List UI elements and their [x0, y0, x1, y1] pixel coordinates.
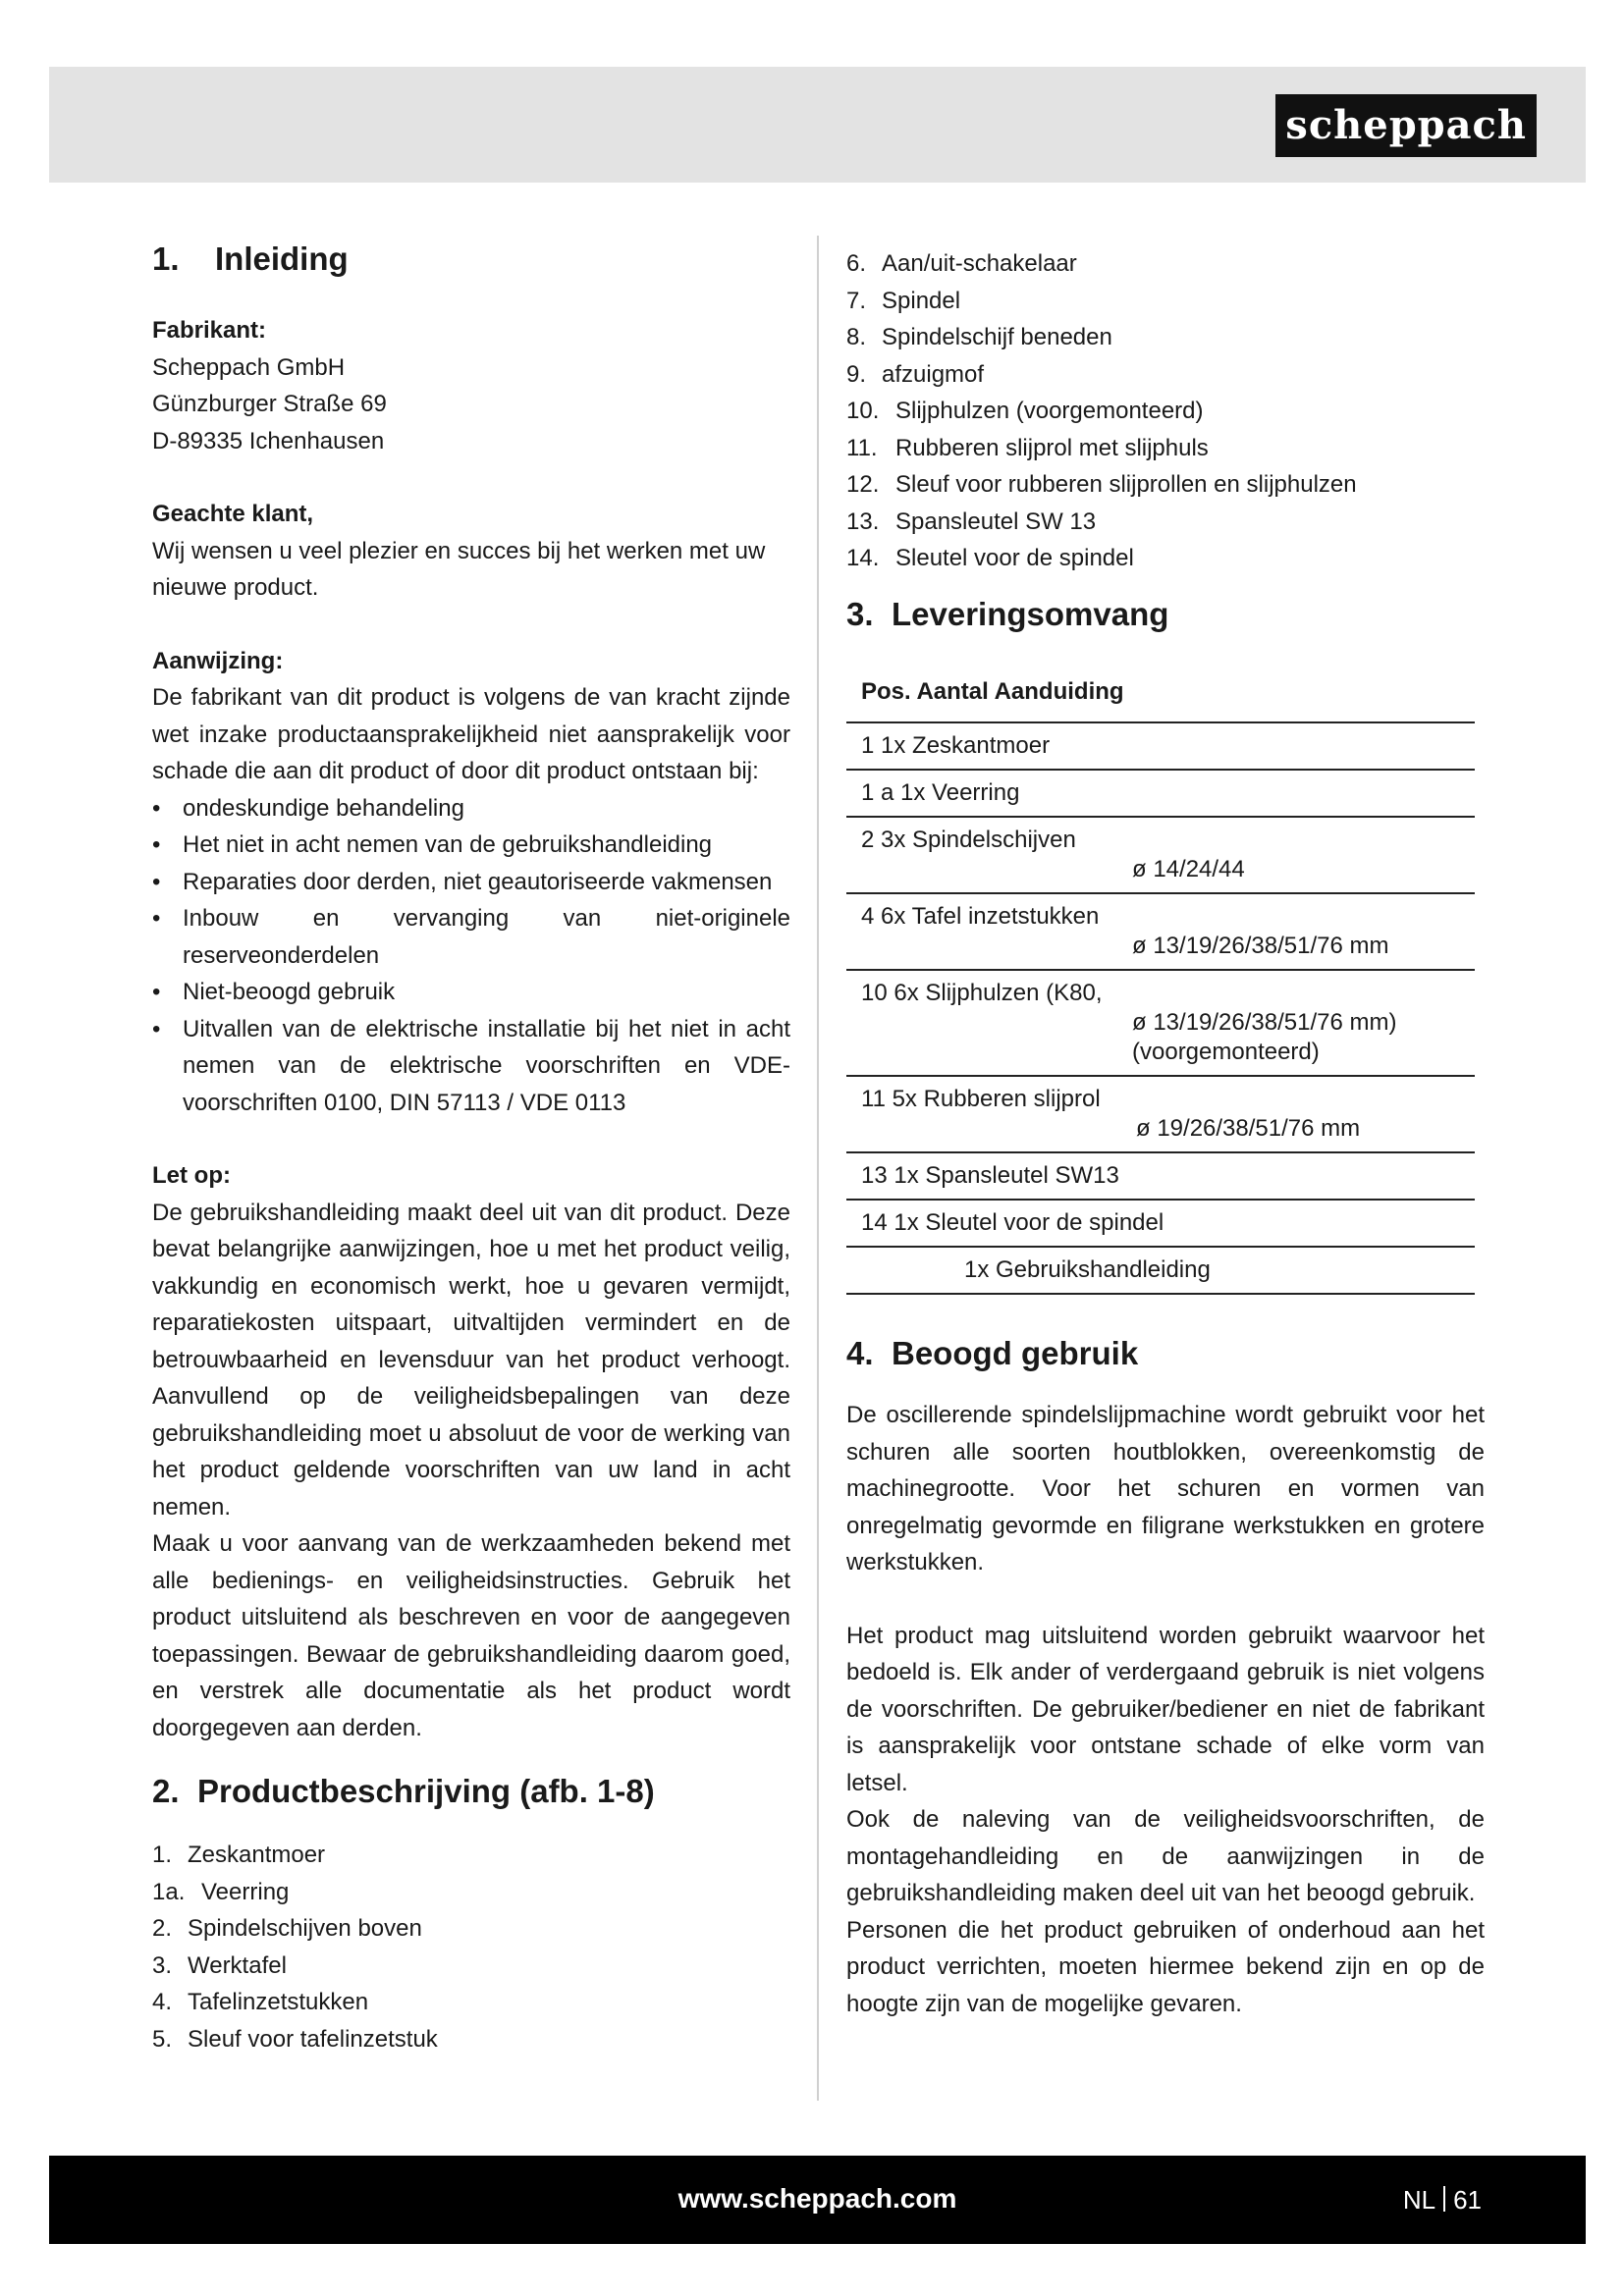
list-item: • Het niet in acht nemen van de gebruikshandleiding [152, 827, 790, 864]
list-item: 12. Sleuf voor rubberen slijprollen en slijphulzen [846, 471, 1357, 498]
header-band [49, 67, 1586, 183]
manufacturer-label: Fabrikant: [152, 317, 267, 344]
list-item: 2. Spindelschijven boven [152, 1915, 422, 1942]
list-item: 1a. Veerring [152, 1878, 290, 1905]
intended-use-p4: Personen die het product gebruiken of onderhoud aan het product verrichten, moeten hiermee bekend zijn en op de hoogte zijn van de mogelijke gevaren. [846, 1916, 1485, 2017]
notice-label: Aanwijzing: [152, 647, 284, 674]
intended-use-p2: Het product mag uitsluitend worden gebruikt waarvoor het bedoeld is. Elk ander of verdergaand gebruik is niet volgens de voorschriften. De gebruiker/bediener en niet de fabrikant is aansprakelijk voor ontstane schade of elke vorm van letsel. [846, 1622, 1485, 1796]
table-row: 4 6x Tafel inzetstukken ø 13/19/26/38/51/76 mm [846, 893, 1475, 970]
table-row: 13 1x Spansleutel SW13 [846, 1152, 1475, 1200]
list-item: 6. Aan/uit-schakelaar [846, 250, 1077, 277]
greeting-label: Geachte klant, [152, 501, 314, 527]
section-1-heading: 1. Inleiding [152, 240, 349, 277]
left-column [152, 236, 790, 2057]
manufacturer-city: D-89335 Ichenhausen [152, 427, 385, 454]
list-item: 8. Spindelschijf beneden [846, 324, 1112, 350]
list-item: 11. Rubberen slijprol met slijphuls [846, 434, 1209, 461]
list-item: • ondeskundige behandeling [152, 790, 790, 828]
section-2-heading: 2. Productbeschrijving (afb. 1-8) [152, 1773, 655, 1809]
list-item: • Niet-beoogd gebruik [152, 974, 790, 1011]
list-item: 10. Slijphulzen (voorgemonteerd) [846, 398, 1204, 424]
caution-label: Let op: [152, 1162, 231, 1189]
caution-text-2: Maak u voor aanvang van de werkzaamheden bekend met alle bedienings- en veiligheidsinstructies. Gebruik het product uitsluitend als beschreven en voor de aangegeven toepassingen. Bewaar de gebruikshandleiding daarom goed, en verstrek alle documentatie als het product wordt doorgegeven aan derden. [152, 1530, 790, 1741]
table-row: 1x Gebruikshandleiding [846, 1247, 1475, 1294]
table-header: Pos. Aantal Aanduiding [846, 664, 1475, 723]
page-indicator: NL 61 [1402, 2185, 1482, 2215]
list-item: 7. Spindel [846, 287, 961, 314]
column-divider [817, 236, 819, 2101]
product-parts-list-b [846, 245, 1485, 577]
manufacturer-street: Günzburger Straße 69 [152, 391, 387, 417]
section-4-heading: 4. Beoogd gebruik [846, 1335, 1139, 1371]
section-3-heading: 3. Leveringsomvang [846, 595, 1169, 632]
list-item: • Inbouw en vervanging van niet-originele reserveonderdelen [152, 900, 790, 974]
notice-text: De fabrikant van dit product is volgens de van kracht zijnde wet inzake productaansprakelijkheid niet aansprakelijk voor schade die aan dit product of door dit product ontstaan bij: [152, 684, 790, 784]
intended-use-p3: Ook de naleving van de veiligheidsvoorschriften, de montagehandleiding en de aanwijzingen in de gebruikshandleiding maken deel uit van het beoogd gebruik. [846, 1806, 1485, 1906]
table-row: 2 3x Spindelschijven ø 14/24/44 [846, 817, 1475, 893]
table-row: 10 6x Slijphulzen (K80, ø 13/19/26/38/51/76 mm) (voorgemonteerd) [846, 970, 1475, 1076]
caution-text-1: De gebruikshandleiding maakt deel uit van dit product. Deze bevat belangrijke aanwijzingen, hoe u met het product veilig, vakkundig en economisch werkt, hoe u gevaren vermijdt, reparatiekosten uitspaart, uitvaltijden vermindert en de betrouwbaarheid en levensduur van het product verhoogt. Aanvullend op de veiligheidsbepalingen van deze gebruikshandleiding moet u absoluut de voor de werking van het product geldende voorschriften van uw land in acht nemen. [152, 1199, 790, 1521]
list-item: 4. Tafelinzetstukken [152, 1989, 369, 2015]
table-row: 14 1x Sleutel voor de spindel [846, 1200, 1475, 1247]
delivery-table [846, 664, 1475, 1296]
list-item: 1. Zeskantmoer [152, 1842, 326, 1868]
list-item: • Uitvallen van de elektrische installatie bij het niet in acht nemen van de elektrische voorschriften en VDE-voorschriften 0100, DIN 57113 / VDE 0113 [152, 1011, 790, 1122]
list-item: 3. Werktafel [152, 1951, 287, 1979]
table-row: 1 1x Zeskantmoer [846, 722, 1475, 770]
list-item: • Reparaties door derden, niet geautoriseerde vakmensen [152, 864, 790, 901]
greeting-text: Wij wensen u veel plezier en succes bij het werken met uw nieuwe product. [152, 537, 766, 601]
footer-band [49, 2156, 1586, 2244]
list-item: 5. Sleuf voor tafelinzetstuk [152, 2025, 438, 2053]
table-row: 1 a 1x Veerring [846, 770, 1475, 817]
liability-list [152, 790, 790, 1122]
product-parts-list-a [152, 1837, 790, 2057]
list-item: 9. afzuigmof [846, 360, 985, 388]
right-column [846, 236, 1485, 2022]
list-item: 13. Spansleutel SW 13 [846, 507, 1097, 535]
brand-logo: scheppach [1275, 94, 1537, 157]
intended-use-p1: De oscillerende spindelslijpmachine wordt gebruikt voor het schuren alle soorten houtblokken, overeenkomstig de machinegrootte. Voor het schuren en vormen van onregelmatig gevormde en filigrane werkstukken en grotere werkstukken. [846, 1402, 1485, 1575]
table-row: 11 5x Rubberen slijprol ø 19/26/38/51/76 mm [846, 1076, 1475, 1152]
website-link[interactable]: www.scheppach.com [677, 2183, 957, 2214]
manufacturer-name: Scheppach GmbH [152, 353, 346, 381]
list-item: 14. Sleutel voor de spindel [846, 545, 1134, 571]
